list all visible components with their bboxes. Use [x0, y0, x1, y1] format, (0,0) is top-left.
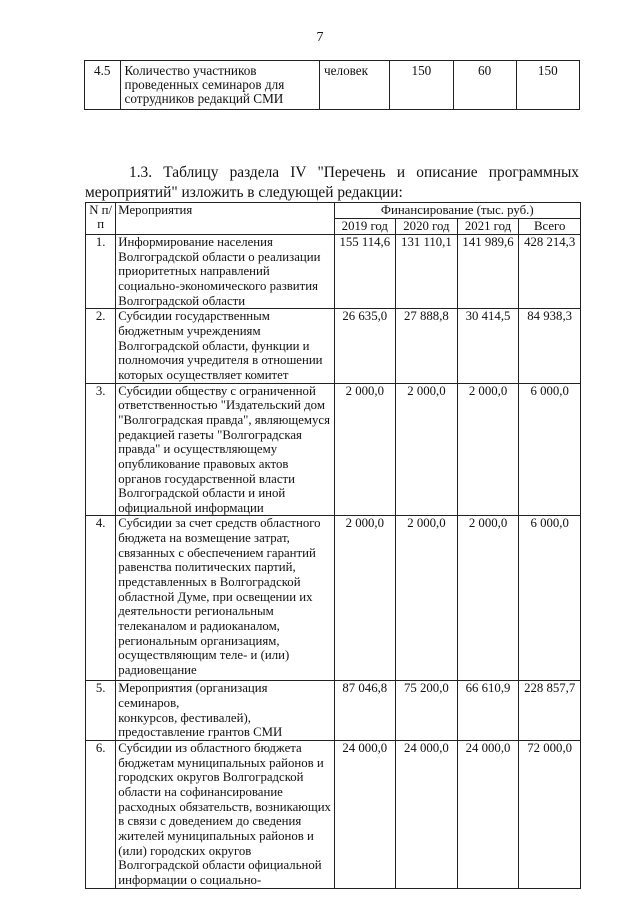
row-value-2021: 141 989,6: [457, 235, 519, 309]
page-number: 7: [316, 30, 324, 45]
header-total: Всего: [519, 219, 581, 235]
amendment-paragraph: [85, 163, 579, 203]
row-value-2020: 2 000,0: [396, 516, 458, 681]
row-value-2020: 2 000,0: [396, 383, 458, 516]
row-value-2019: 26 635,0: [334, 309, 396, 383]
row-description: Информирование населения Волгоградской области о реализации приоритетных направлений социально-экономического развития Волгоградской области: [116, 235, 334, 309]
row-value-2019: 87 046,8: [334, 681, 396, 741]
header-year-2021: 2021 год: [457, 219, 519, 235]
row-number: 4.: [86, 516, 116, 681]
row-value-2019: 2 000,0: [334, 383, 396, 516]
row-description: Субсидии за счет средств областного бюджета на возмещение затрат, связанных с обеспечением гарантий равенства политических партий, представленных в Волгоградской областной Думе, при освещении их деятельности региональным телеканалом и радиоканалом, региональным организациям, осуществляющим теле- и (или) радиовещание: [116, 516, 334, 681]
row-value-2020: 27 888,8: [396, 309, 458, 383]
row-value-2020: 75 200,0: [396, 681, 458, 741]
row-value-total: 6 000,0: [519, 383, 581, 516]
row-value-2021: 150: [516, 61, 579, 110]
table-row: [86, 741, 581, 889]
row-value-2021: 30 414,5: [457, 309, 519, 383]
table-row: [86, 383, 581, 516]
row-value-2021: 2 000,0: [457, 383, 519, 516]
row-value-2020: 131 110,1: [396, 235, 458, 309]
row-number: 5.: [86, 681, 116, 741]
row-value-2019: 24 000,0: [334, 741, 396, 889]
row-value-2020: 60: [453, 61, 516, 110]
table-row: [85, 61, 580, 110]
row-value-total: 428 214,3: [519, 235, 581, 309]
program-events-table: [85, 202, 581, 889]
table-header-row: [86, 203, 581, 219]
row-number: 4.5: [85, 61, 121, 110]
header-year-2020: 2020 год: [396, 219, 458, 235]
header-year-2019: 2019 год: [334, 219, 396, 235]
row-value-2019: 155 114,6: [334, 235, 396, 309]
amendment-text: 1.3. Таблицу раздела IV "Перечень и описание программных мероприятий" изложить в следующей редакции:: [85, 164, 579, 202]
row-description: Субсидии государственным бюджетным учреждениям Волгоградской области, функции и полномочия учредителя в отношении которых осуществляет комитет: [116, 309, 334, 383]
row-value-2021: 2 000,0: [457, 516, 519, 681]
indicator-table: [84, 60, 580, 110]
row-description: Количество участников проведенных семинаров для сотрудников редакций СМИ: [120, 61, 319, 110]
row-unit: человек: [320, 61, 390, 110]
row-value-total: 6 000,0: [519, 516, 581, 681]
row-value-2019: 2 000,0: [334, 516, 396, 681]
row-value-2021: 66 610,9: [457, 681, 519, 741]
row-number: 6.: [86, 741, 116, 889]
header-events: Мероприятия: [116, 203, 334, 235]
row-value-total: 228 857,7: [519, 681, 581, 741]
row-value-2020: 24 000,0: [396, 741, 458, 889]
row-description: Субсидии обществу с ограниченной ответственностью "Издательский дом "Волгоградская правда", являющемуся редакцией газеты "Волгоградская правда" и осуществляющему опубликование правовых актов органов государственной власти Волгоградской области и иной официальной информации: [116, 383, 334, 516]
row-value-total: 84 938,3: [519, 309, 581, 383]
header-financing: Финансирование (тыс. руб.): [334, 203, 581, 219]
row-value-2019: 150: [390, 61, 453, 110]
row-value-2021: 24 000,0: [457, 741, 519, 889]
row-number: 1.: [86, 235, 116, 309]
row-description: Мероприятия (организация семинаров, конкурсов, фестивалей), предоставление грантов СМИ: [116, 681, 334, 741]
table-row: [86, 235, 581, 309]
table-row: [86, 516, 581, 681]
row-number: 3.: [86, 383, 116, 516]
row-value-total: 72 000,0: [519, 741, 581, 889]
row-description: Субсидии из областного бюджета бюджетам муниципальных районов и городских округов Волгоградской области на софинансирование расходных обязательств, возникающих в связи с доведением до сведения жителей муниципальных районов и (или) городских округов Волгоградской области официальной информации о социально-: [116, 741, 334, 889]
header-num: N п/п: [86, 203, 116, 235]
row-number: 2.: [86, 309, 116, 383]
table-row: [86, 309, 581, 383]
table-row: [86, 681, 581, 741]
